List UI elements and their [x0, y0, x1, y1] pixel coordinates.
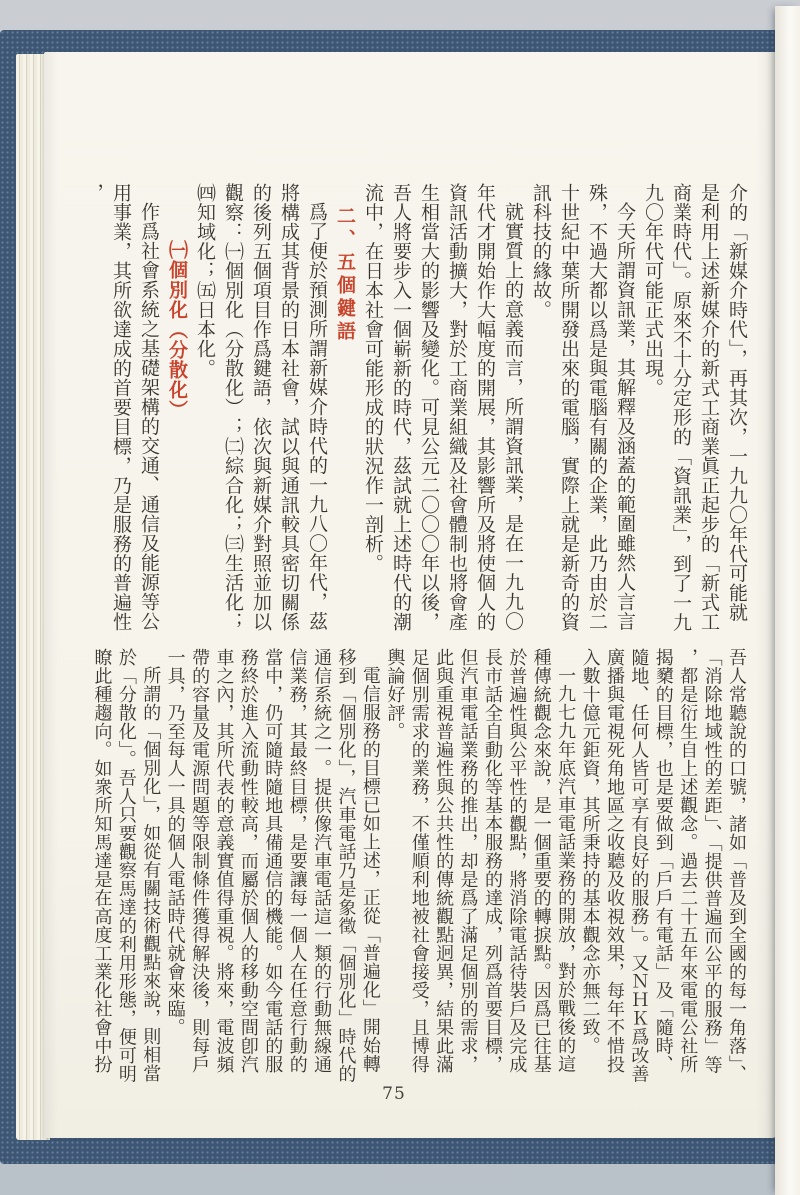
paragraph: 介的「新媒介時代」，再其次，一九九〇年代可能就是利用上述新媒介的新式工商業眞正起步的「新式工商業時代」。原來不十分定形的「資訊業」，到了一九九〇年代可能正式出現。 [642, 183, 748, 632]
text-band-bottom [91, 648, 748, 1084]
page-number: 75 [382, 1084, 406, 1104]
paragraph: 今天所謂資訊業，其解釋及涵蓋的範圍雖然人言言殊，不過大都以爲是與電腦有關的企業，此乃由於二十世紀中葉所開發出來的電腦，實際上就是新奇的資訊科技的緣故。 [530, 183, 636, 632]
paragraph: 爲了便於預測所謂新媒介時代的一九八〇年代，茲將構成其背景的日本社會，試以與通訊較具密切關係的後列五個項目作爲鍵語，依次與新媒介對照並加以觀察：㈠個別化（分散化）；㈡綜合化；㈢生活化；㈣知域化；㈤日本化。 [194, 183, 328, 632]
facing-page-edge [775, 6, 800, 1195]
paragraph: 一九七九年底汽車電話業務的開放，對於戰後的這種傳統觀念來說，是一個重要的轉捩點。因爲已往基於普遍性與公平性的觀點，將消除電話待裝戶及完成長市話全自動化等基本服務的達成，列爲首要目標，但汽車電話業務的推出，却是爲了滿足個別的需求，此與重視普遍性與公共性的傳統觀點迥異，結果此滿足個別需求的業務，不僅順利地被社會接受，且博得輿論好評。 [384, 648, 577, 1074]
subsection-heading: ㈠個別化（分散化） [166, 240, 188, 420]
paragraph: 吾人常聽說的口號，諸如「普及到全國的每一角落」、「消除地域性的差距」、「提供普遍而公平的服務」等，都是衍生自上述觀念。過去二十五年來電電公社所揭櫫的目標，也是要做到「戶戶有電話」及「隨時、隨地、任何人皆可享有良好的服務」。又ＮＨＫ爲改善廣播與電視死角地區之收聽及收視效果，每年不惜投入數十億元鉅資，其所秉持的基本觀念亦無二致。 [579, 648, 747, 1083]
paragraph: 就實質上的意義而言，所謂資訊業，是在一九九〇年代才開始作大幅度的開展，其影響所及將使個人的資訊活動擴大，對於工商業組織及社會體制也將會產生相當大的影響及變化。可見公元二〇〇〇年以後，吾人將要步入一個嶄新的時代，茲試就上述時代的潮流中，在日本社會可能形成的狀況作一剖析。 [362, 183, 524, 632]
text-band-top [82, 183, 751, 641]
book-page [44, 52, 778, 1138]
paragraph: 所謂的「個別化」，如從有關技術觀點來說，則相當於「分散化」。吾人只要觀察馬達的利用形態，便可明瞭此種趨向。如衆所知馬達是在高度工業化社會中扮 [91, 648, 162, 1083]
paragraph: 電信服務的目標已如上述，正從「普遍化」開始轉移到「個別化」，汽車電話乃是象徵「個別化」時代的通信系統之一。提供像汽車電話這一類的行動無線通信業務，其最終目標，是要讓每一個人在任意行動的當中，仍可隨時隨地具備通信的機能。如今電話的服務終於進入流動性較高，而屬於個人的移動空間卽汽車之內，其所代表的意義實值得重視。將來，電波頻帶的容量及電源問題等限制條件獲得解決後，則每戶一具，乃至每人一具的個人電話時代就會來臨。 [164, 648, 381, 1083]
paragraph: 作爲社會系統之基礎架構的交通、通信及能源等公用事業，其所欲達成的首要目標，乃是服務的普遍性， [82, 183, 160, 632]
section-heading: 二、五個鍵語 [334, 205, 356, 344]
